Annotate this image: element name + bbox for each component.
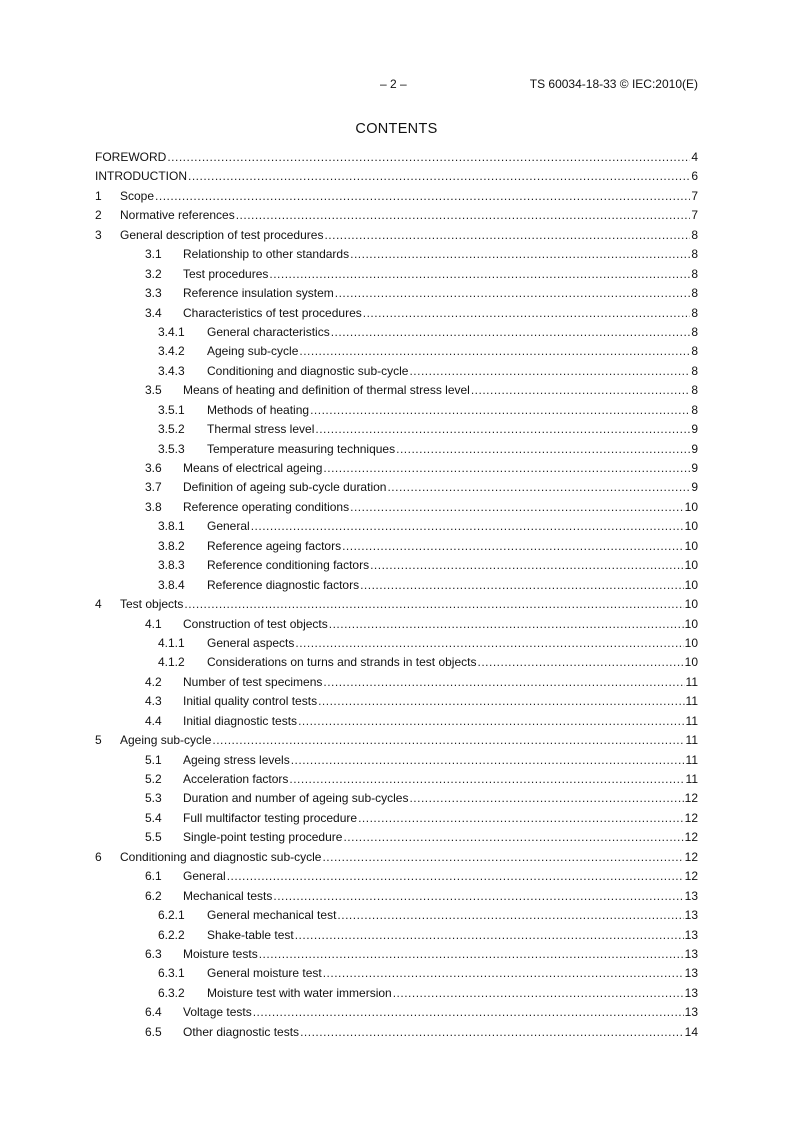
toc-entry-page: 10 [684,519,698,534]
toc-entry-title: INTRODUCTION [95,169,187,184]
toc-entry[interactable] [95,500,698,519]
toc-entry-title: Ageing stress levels [183,752,290,767]
toc-entry-number: 3.8.3 [158,558,185,573]
toc-entry[interactable] [95,869,698,888]
toc-entry[interactable] [95,636,698,655]
dot-leader [342,539,684,553]
dot-leader [324,228,690,242]
toc-entry-title: Ageing sub-cycle [120,733,212,748]
toc-entry-title: Mechanical tests [183,888,273,903]
dot-leader [323,966,684,980]
toc-entry-number: 3.8.4 [158,577,185,592]
toc-entry-number: 3.8.1 [158,519,185,534]
toc-entry-number: 3 [95,227,102,242]
dot-leader [251,519,684,533]
toc-entry-page: 11 [685,772,698,786]
toc-entry-title: Means of heating and definition of thermal stress level [183,383,470,398]
toc-entry-title: Moisture tests [183,946,258,961]
toc-entry[interactable] [95,169,698,188]
toc-entry[interactable] [95,772,698,791]
toc-entry-number: 6.1 [145,869,162,884]
toc-entry[interactable] [95,150,698,169]
toc-entry-title: Construction of test objects [183,616,328,631]
dot-leader [335,286,691,300]
toc-entry-number-wrap [120,617,183,631]
toc-entry-page: 9 [691,461,698,475]
dot-leader [393,986,684,1000]
toc-entry-title: General aspects [207,635,295,650]
toc-entry-number: 4.1.2 [158,655,185,670]
toc-entry-page: 12 [684,810,698,825]
toc-entry-title: Conditioning and diagnostic sub-cycle [207,363,409,378]
toc-entry-number-wrap [120,791,183,805]
toc-entry-number: 6.3.2 [158,985,185,1000]
toc-entry-number: 3.8.2 [158,538,185,553]
toc-entry-number: 3.5.3 [158,441,185,456]
toc-entry-page: 11 [685,694,698,709]
toc-entry-page: 8 [691,286,698,301]
dot-leader [329,617,684,631]
toc-entry-page: 8 [691,363,698,378]
page-number: – 2 – [380,77,407,91]
toc-entry-number: 4.2 [145,674,162,689]
toc-entry-number-wrap [158,636,207,650]
toc-entry-number: 6.2.2 [158,927,185,942]
toc-entry-page: 10 [684,538,698,553]
toc-entry-number-wrap [158,986,207,1000]
dot-leader [299,344,690,358]
toc-entry-number: 6 [95,849,102,864]
dot-leader [289,772,684,786]
toc-entry-number: 3.4.3 [158,363,185,378]
toc-entry-page: 13 [684,927,698,942]
toc-entry-number-wrap [95,208,120,222]
dot-leader [269,267,690,281]
toc-entry-number: 4.4 [145,713,162,728]
contents-title: CONTENTS [355,121,438,137]
toc-entry-number: 3.5.2 [158,422,185,437]
toc-entry[interactable] [95,986,698,1005]
toc-entry-number: 6.5 [145,1024,162,1039]
toc-entry[interactable] [95,675,698,694]
toc-entry[interactable] [95,694,698,713]
dot-leader [298,714,684,728]
toc-entry-page: 9 [691,480,698,495]
dot-leader [315,422,690,436]
toc-entry-page: 8 [691,247,698,262]
toc-entry[interactable] [95,733,698,752]
toc-entry-title: Number of test specimens [183,674,323,689]
toc-entry-page: 8 [691,402,698,417]
toc-entry-page: 10 [684,655,698,670]
toc-entry-title: Temperature measuring techniques [207,441,396,456]
dot-leader [477,655,683,669]
toc-entry-title: Single-point testing procedure [183,830,343,845]
toc-entry-page: 8 [691,305,698,320]
toc-entry-number-wrap [158,364,207,378]
toc-entry[interactable] [95,344,698,363]
toc-entry-title: FOREWORD [95,150,167,164]
dot-leader [318,694,684,708]
toc-entry[interactable] [95,306,698,325]
toc-entry-number: 5 [95,733,102,748]
toc-entry-number-wrap [120,869,183,883]
toc-entry-number: 5.1 [145,752,162,767]
toc-entry-number-wrap [158,344,207,358]
dot-leader [409,791,683,805]
toc-entry-page: 8 [691,324,698,339]
toc-entry-number: 5.2 [145,772,162,786]
toc-entry[interactable] [95,655,698,674]
toc-entry[interactable] [95,889,698,908]
dot-leader [409,364,690,378]
toc-entry-page: 8 [691,383,698,398]
toc-entry-title: General description of test procedures [120,227,324,242]
toc-entry-page: 12 [684,830,698,845]
toc-entry-page: 10 [684,499,698,514]
toc-entry[interactable] [95,597,698,616]
toc-entry-number: 6.2 [145,888,162,903]
toc-entry-number: 5.5 [145,830,162,845]
dot-leader [396,442,690,456]
toc-entry-page: 7 [691,208,698,223]
toc-entry-title: Definition of ageing sub-cycle duration [183,480,387,495]
toc-entry-title: Normative references [120,208,235,223]
toc-entry-number-wrap [120,714,183,728]
toc-entry[interactable] [95,1005,698,1024]
toc-entry-title: Reference ageing factors [207,538,342,553]
toc-entry-title: Full multifactor testing procedure [183,810,358,825]
toc-entry-page: 11 [685,752,698,767]
toc-entry-page: 13 [684,908,698,923]
dot-leader [188,169,690,183]
toc-entry[interactable] [95,947,698,966]
dot-leader [253,1005,684,1019]
toc-entry-number-wrap [158,928,207,942]
toc-entry-title: Characteristics of test procedures [183,305,362,320]
toc-entry[interactable] [95,617,698,636]
toc-entry[interactable] [95,1025,698,1044]
toc-entry-page: 12 [684,849,698,864]
toc-entry-number-wrap [120,480,183,494]
toc-entry-page: 13 [684,966,698,981]
toc-entry-title: Considerations on turns and strands in test objects [207,655,477,670]
dot-leader [212,733,684,747]
toc-entry-page: 13 [684,946,698,961]
toc-entry-number: 3.8 [145,499,162,514]
dot-leader [291,753,685,767]
dot-leader [167,150,690,164]
toc-entry-number: 3.5 [145,383,162,398]
dot-leader [236,208,691,222]
dot-leader [227,869,684,883]
dot-leader [323,461,690,475]
toc-entry-title: Reference operating conditions [183,499,350,514]
toc-entry-title: Thermal stress level [207,422,315,437]
toc-entry-title: General characteristics [207,324,330,339]
dot-leader [331,325,691,339]
toc-entry-number-wrap [120,267,183,281]
toc-entry-title: Methods of heating [207,402,310,417]
dot-leader [310,403,690,417]
toc-entry-number-wrap [158,325,207,339]
toc-entry-number: 3.4.2 [158,344,185,359]
document-reference: TS 60034-18-33 © IEC:2010(E) [529,77,698,91]
toc-entry-title: Ageing sub-cycle [207,344,299,359]
toc-entry[interactable] [95,791,698,810]
toc-entry-number: 5.4 [145,810,162,825]
toc-entry-number-wrap [158,442,207,456]
toc-entry-number-wrap [158,966,207,980]
toc-entry-number: 4.3 [145,694,162,709]
toc-entry-number-wrap [120,811,183,825]
toc-entry-number-wrap [158,403,207,417]
toc-entry[interactable] [95,539,698,558]
toc-entry-number-wrap [158,519,207,533]
toc-entry-page: 13 [684,1005,698,1020]
toc-entry[interactable] [95,267,698,286]
toc-entry[interactable] [95,714,698,733]
toc-entry-page: 4 [691,150,698,164]
toc-entry-number: 3.7 [145,480,162,495]
toc-entry[interactable] [95,966,698,985]
toc-entry-page: 10 [684,558,698,573]
toc-entry-page: 8 [691,227,698,242]
dot-leader [155,189,690,203]
toc-entry-page: 13 [684,985,698,1000]
toc-entry-number-wrap [158,558,207,572]
toc-entry-title: General mechanical test [207,908,337,923]
toc-entry-number-wrap [95,733,120,747]
dot-leader [323,675,684,689]
toc-entry[interactable] [95,811,698,830]
toc-entry[interactable] [95,325,698,344]
toc-entry-number-wrap [158,908,207,922]
toc-entry-title: Test objects [120,597,184,612]
toc-entry[interactable] [95,908,698,927]
toc-entry-title: Scope [120,188,155,203]
toc-entry-title: General [183,869,226,884]
toc-entry-page: 7 [691,188,698,203]
toc-entry-number: 3.5.1 [158,402,185,417]
dot-leader [471,383,690,397]
toc-entry[interactable] [95,228,698,247]
dot-leader [300,1025,684,1039]
toc-entry[interactable] [95,422,698,441]
toc-entry[interactable] [95,578,698,597]
dot-leader [295,928,684,942]
toc-entry-number-wrap [95,228,120,242]
toc-entry-number-wrap [120,889,183,903]
toc-entry-title: Conditioning and diagnostic sub-cycle [120,849,322,864]
toc-entry-page: 12 [684,869,698,884]
toc-entry-page: 10 [684,577,698,592]
table-of-contents [95,150,698,1044]
toc-entry-title: Reference diagnostic factors [207,577,360,592]
dot-leader [350,247,690,261]
toc-entry-title: Relationship to other standards [183,247,350,262]
toc-entry-number: 3.2 [145,266,162,281]
toc-entry[interactable] [95,480,698,499]
toc-entry[interactable] [95,850,698,869]
toc-entry[interactable] [95,442,698,461]
toc-entry-number-wrap [120,947,183,961]
toc-entry-page: 11 [685,713,698,728]
toc-entry-number-wrap [120,286,183,300]
toc-entry-number: 4.1 [145,616,162,631]
dot-leader [363,306,691,320]
toc-entry-page: 10 [684,635,698,650]
toc-entry[interactable] [95,286,698,305]
toc-entry-number: 3.3 [145,286,162,301]
toc-entry-number-wrap [120,461,183,475]
toc-entry[interactable] [95,403,698,422]
toc-entry-number: 3.4.1 [158,324,185,339]
toc-entry-number: 3.4 [145,305,162,320]
toc-entry-title: Duration and number of ageing sub-cycles [183,791,409,806]
toc-entry[interactable] [95,753,698,772]
toc-entry-number: 6.2.1 [158,908,185,923]
toc-entry-title: Shake-table test [207,927,294,942]
toc-entry-number: 1 [95,188,102,203]
toc-entry-number: 6.3.1 [158,966,185,981]
toc-entry-title: Reference insulation system [183,286,334,301]
toc-entry-number-wrap [120,247,183,261]
toc-entry[interactable] [95,364,698,383]
toc-entry-title: Other diagnostic tests [183,1024,300,1039]
toc-entry-page: 8 [691,344,698,359]
toc-entry[interactable] [95,189,698,208]
toc-entry[interactable] [95,928,698,947]
dot-leader [350,500,684,514]
toc-entry-title: Acceleration factors [183,772,289,786]
dot-leader [360,578,684,592]
toc-entry-number: 3.6 [145,461,162,475]
toc-entry-title: Test procedures [183,266,269,281]
toc-entry-number-wrap [95,189,120,203]
toc-entry-number: 6.3 [145,946,162,961]
dot-leader [343,830,683,844]
toc-entry-number-wrap [158,578,207,592]
toc-entry-number-wrap [120,772,183,786]
dot-leader [370,558,684,572]
toc-entry-number: 3.1 [145,247,162,262]
toc-entry-number-wrap [120,1025,183,1039]
toc-entry-title: General [207,519,250,534]
dot-leader [322,850,683,864]
toc-entry-number: 4 [95,597,102,612]
toc-entry[interactable] [95,208,698,227]
toc-entry-number-wrap [120,383,183,397]
toc-entry-title: General moisture test [207,966,322,981]
toc-entry-title: Initial quality control tests [183,694,318,709]
toc-entry-number-wrap [158,422,207,436]
toc-entry[interactable] [95,519,698,538]
toc-entry-number: 6.4 [145,1005,162,1020]
dot-leader [337,908,683,922]
toc-entry-number-wrap [158,539,207,553]
toc-entry-number: 4.1.1 [158,635,185,650]
toc-entry-title: Initial diagnostic tests [183,713,298,728]
toc-entry-number-wrap [120,675,183,689]
toc-entry[interactable] [95,383,698,402]
toc-entry-number-wrap [95,597,120,611]
toc-entry-title: Moisture test with water immersion [207,985,392,1000]
dot-leader [273,889,683,903]
toc-entry[interactable] [95,558,698,577]
dot-leader [295,636,683,650]
toc-entry-number: 2 [95,208,102,223]
toc-entry[interactable] [95,830,698,849]
toc-entry-number-wrap [95,850,120,864]
toc-entry-page: 13 [684,888,698,903]
dot-leader [184,597,683,611]
toc-entry-page: 14 [684,1024,698,1039]
toc-entry-page: 9 [691,422,698,437]
toc-entry-number-wrap [120,500,183,514]
toc-entry-number: 5.3 [145,791,162,806]
toc-entry-page: 10 [684,597,698,612]
toc-entry-number-wrap [158,655,207,669]
dot-leader [259,947,684,961]
toc-entry-number-wrap [120,830,183,844]
toc-entry-title: Means of electrical ageing [183,461,323,475]
toc-entry-page: 8 [691,266,698,281]
toc-entry-page: 11 [685,733,698,748]
dot-leader [387,480,690,494]
toc-entry-number-wrap [120,753,183,767]
toc-entry-page: 12 [684,791,698,806]
toc-entry-page: 6 [691,169,698,184]
toc-entry-number-wrap [120,1005,183,1019]
toc-entry-number-wrap [120,306,183,320]
toc-entry[interactable] [95,247,698,266]
toc-entry-page: 10 [684,616,698,631]
dot-leader [358,811,684,825]
toc-entry-page: 11 [685,674,698,689]
toc-entry-title: Voltage tests [183,1005,252,1020]
toc-entry-title: Reference conditioning factors [207,558,370,573]
page-header [0,77,793,93]
toc-entry-page: 9 [691,441,698,456]
toc-entry-number-wrap [120,694,183,708]
toc-entry[interactable] [95,461,698,480]
